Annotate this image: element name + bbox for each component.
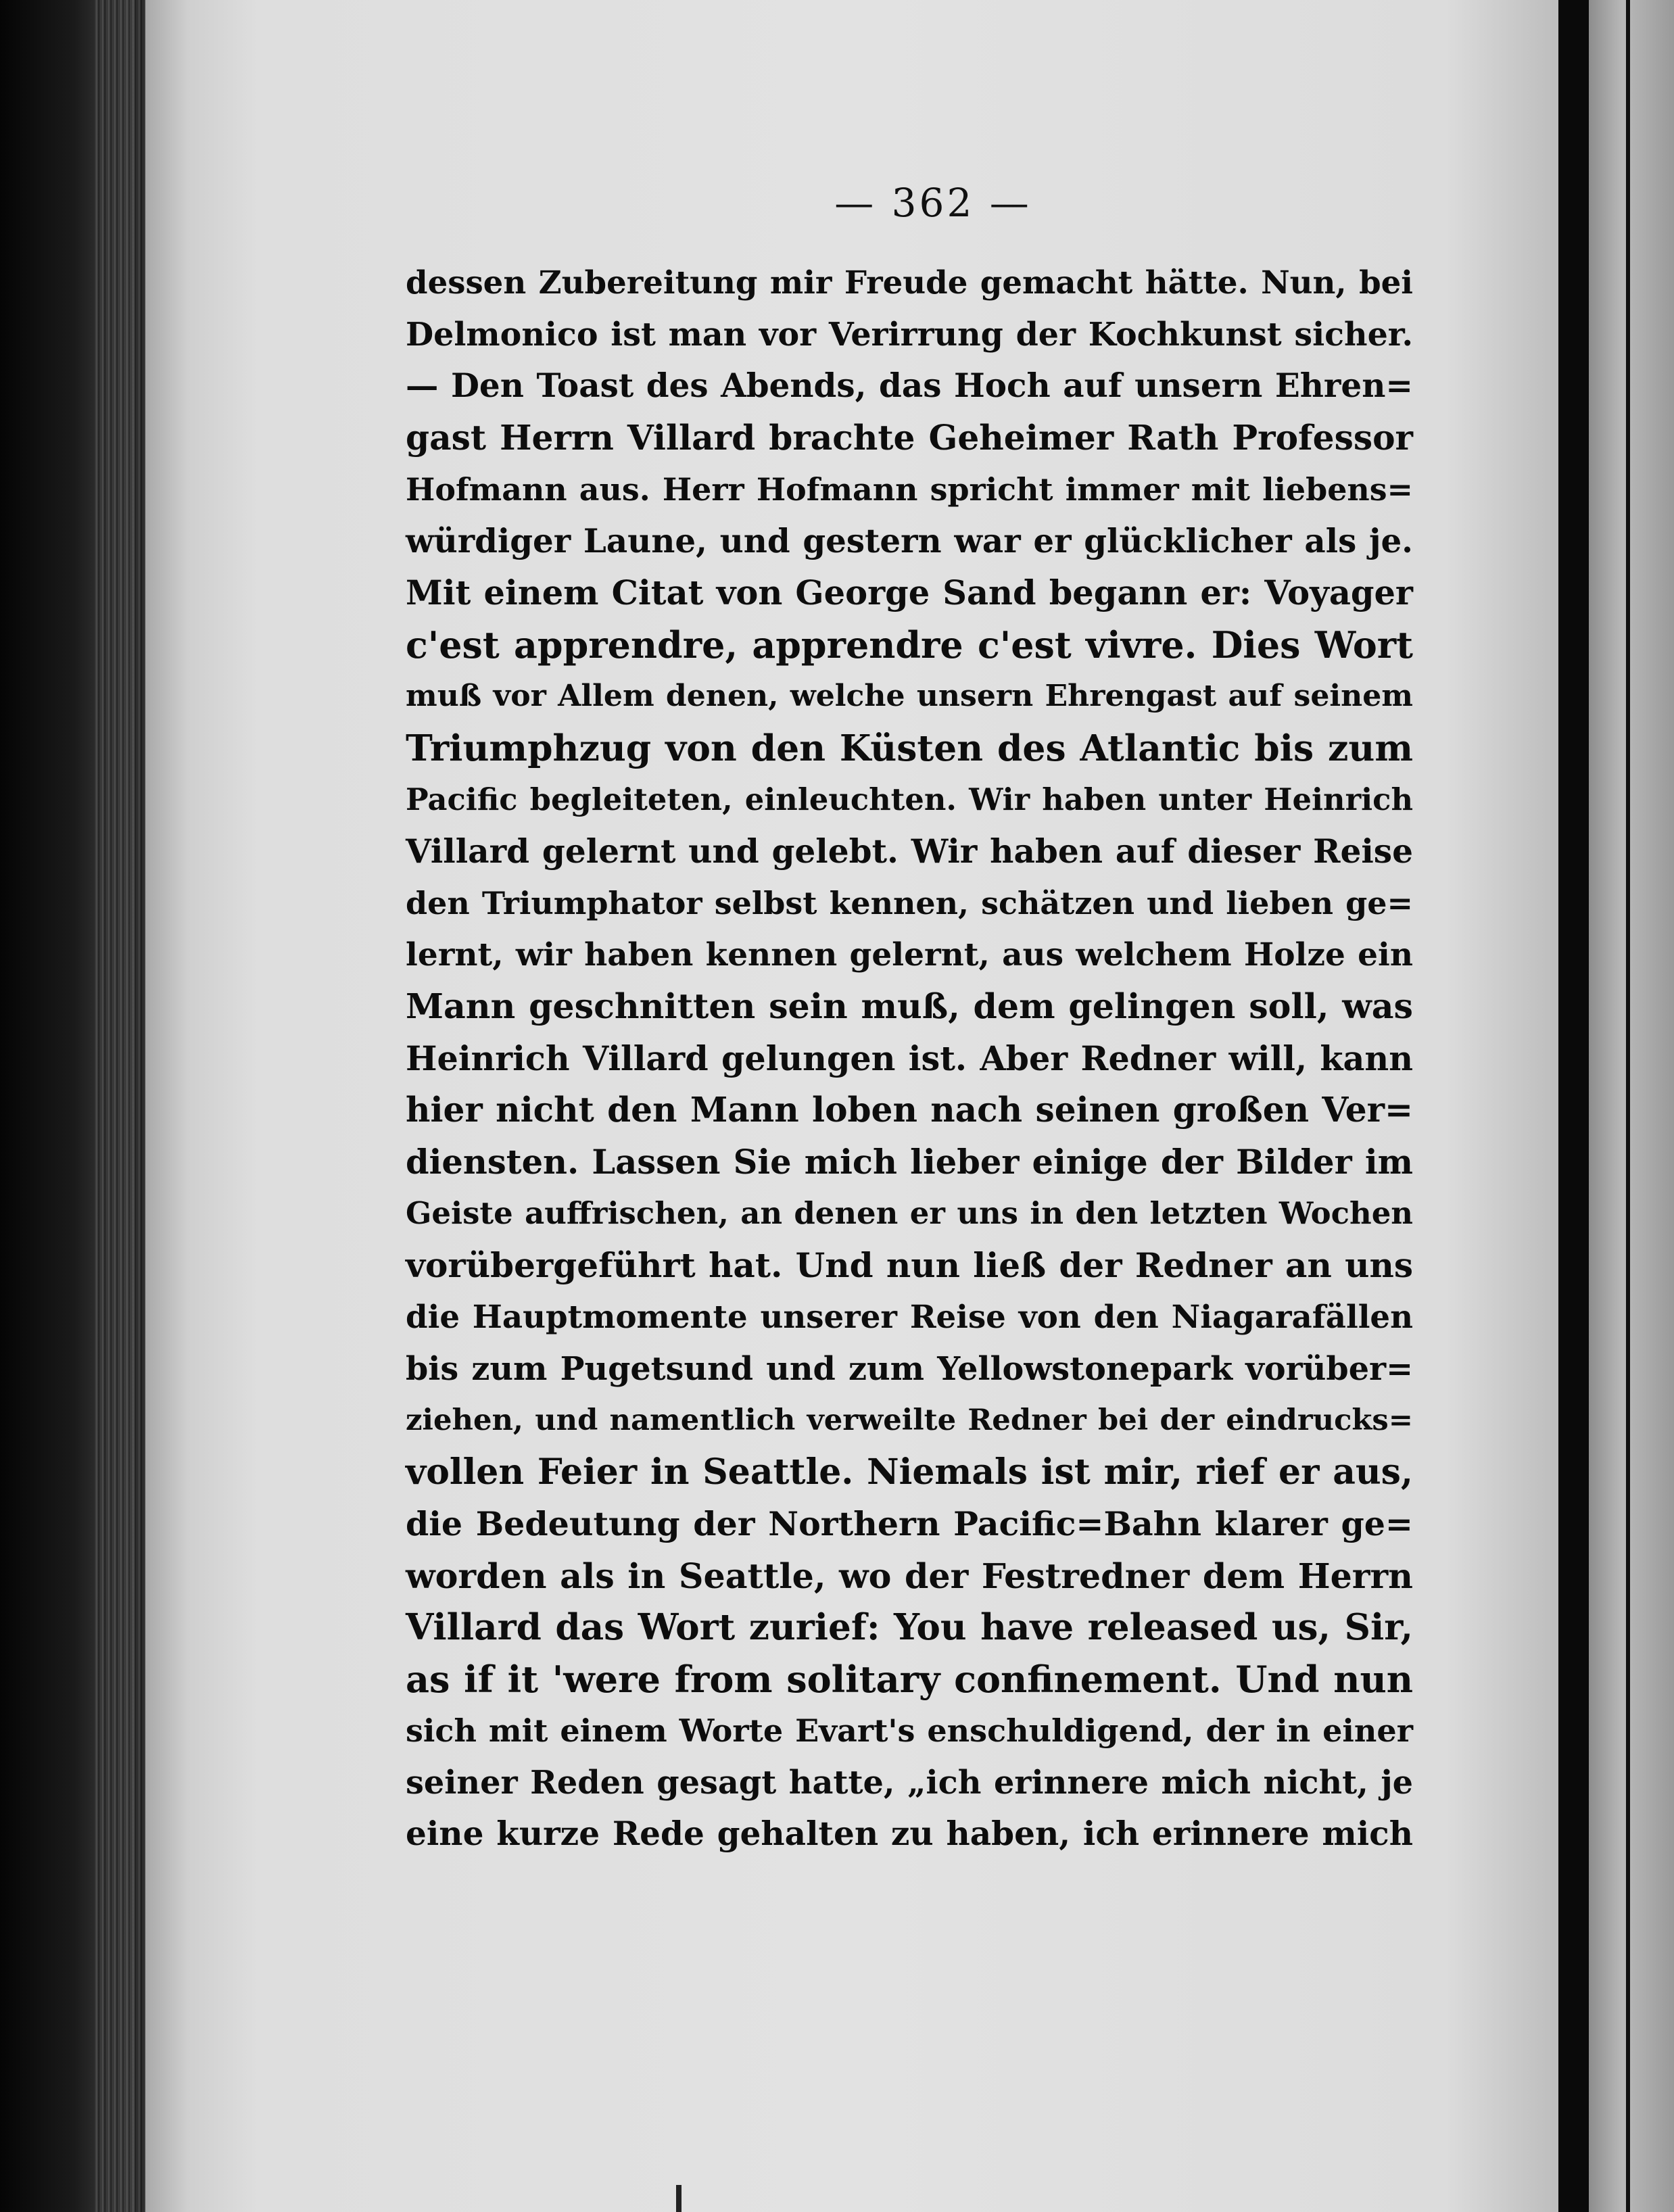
text-line: worden als in Seattle, wo der Festredner dem Herrn <box>406 1555 1413 1596</box>
text-line: Villard das Wort zurief: You have released us, Sir, <box>406 1606 1413 1648</box>
text-line: die Hauptmomente unserer Reise von den Niagarafällen <box>406 1298 1413 1335</box>
text-line: Triumphzug von den Küsten des Atlantic bis zum <box>406 726 1413 769</box>
text-line: bis zum Pugetsund und zum Yellowstonepark vorüber= <box>406 1349 1413 1388</box>
scan-border <box>1558 0 1589 2212</box>
page-body-text <box>406 257 1413 1860</box>
text-line: diensten. Lassen Sie mich lieber einige der Bilder im <box>406 1142 1413 1182</box>
text-line: as if it 'were from solitary confinement. Und nun <box>406 1657 1413 1701</box>
text-line: Mit einem Citat von George Sand begann er: Voyager <box>406 573 1413 612</box>
text-line: Villard gelernt und gelebt. Wir haben auf dieser Reise <box>406 832 1413 871</box>
text-line: würdiger Laune, und gestern war er glücklicher als je. <box>406 522 1413 560</box>
text-line: Geiste auffrischen, an denen er uns in den letzten Wochen <box>406 1195 1413 1231</box>
text-line: gast Herrn Villard brachte Geheimer Rath Professor <box>406 417 1413 458</box>
text-line: sich mit einem Worte Evart's enschuldigend, der in einer <box>406 1712 1413 1749</box>
text-line: lernt, wir haben kennen gelernt, aus welchem Holze ein <box>406 936 1413 973</box>
text-line: — Den Toast des Abends, das Hoch auf unsern Ehren= <box>406 367 1413 405</box>
adjacent-page-edge <box>1589 0 1674 2212</box>
text-line: vorübergeführt hat. Und nun ließ der Redner an uns <box>406 1245 1413 1285</box>
text-line: Mann geschnitten sein muß, dem gelingen soll, was <box>406 986 1413 1026</box>
text-line: den Triumphator selbst kennen, schätzen und lieben ge= <box>406 885 1413 921</box>
text-line: die Bedeutung der Northern Pacific=Bahn klarer ge= <box>406 1504 1413 1543</box>
text-line: Delmonico ist man vor Verirrung der Kochkunst sicher. <box>406 315 1413 354</box>
text-line: seiner Reden gesagt hatte, „ich erinnere mich nicht, je <box>406 1763 1413 1802</box>
text-line: c'est apprendre, apprendre c'est vivre. Dies Wort <box>406 623 1413 667</box>
text-line: ziehen, und namentlich verweilte Redner bei der eindrucks= <box>406 1403 1413 1437</box>
text-line: vollen Feier in Seattle. Niemals ist mir, rief er aus, <box>406 1451 1413 1493</box>
text-line: Hofmann aus. Herr Hofmann spricht immer mit liebens= <box>406 471 1413 508</box>
text-line: eine kurze Rede gehalten zu haben, ich erinnere mich <box>406 1814 1413 1853</box>
text-line: hier nicht den Mann loben nach seinen großen Ver= <box>406 1090 1413 1130</box>
page-number: — 362 — <box>834 180 1032 226</box>
scan-border-rule <box>1626 0 1630 2212</box>
text-line: Heinrich Villard gelungen ist. Aber Redner will, kann <box>406 1038 1413 1078</box>
scan-artifact-mark <box>676 2185 681 2212</box>
text-line: Pacific begleiteten, einleuchten. Wir haben unter Heinrich <box>406 782 1413 817</box>
text-line: dessen Zubereitung mir Freude gemacht hätte. Nun, bei <box>406 264 1413 301</box>
text-line: muß vor Allem denen, welche unsern Ehrengast auf seinem <box>406 679 1413 713</box>
